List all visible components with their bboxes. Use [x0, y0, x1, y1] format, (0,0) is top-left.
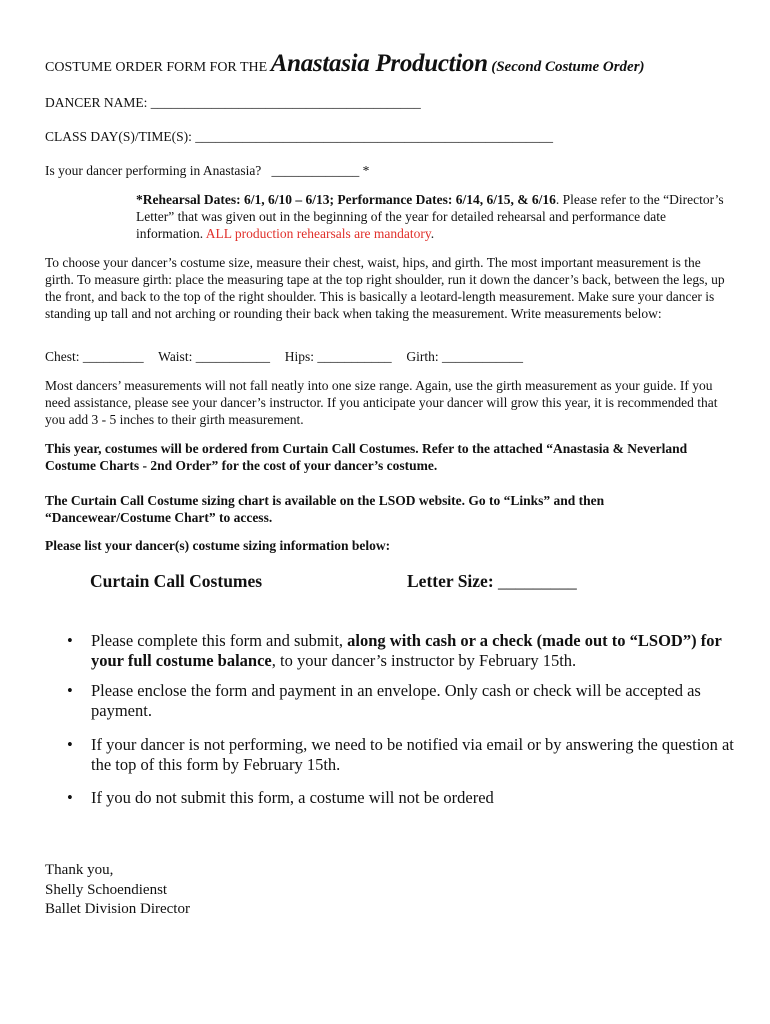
bullet-1-pre: Please complete this form and submit,: [91, 631, 348, 650]
performing-question: Is your dancer performing in Anastasia?: [45, 163, 262, 178]
rehearsal-dates-text: . Please refer to the “Director’s Letter” that was given out in the beginning of the year for detailed rehearsal and performance date information.: [136, 192, 724, 241]
vendor-name: Curtain Call Costumes: [90, 571, 263, 591]
mandatory-note: ALL production rehearsals are mandatory: [205, 226, 431, 241]
bullet-marker: •: [67, 735, 73, 754]
rehearsal-end: .: [430, 226, 435, 241]
bullet-marker: •: [67, 631, 73, 650]
rehearsal-dates-bold: *Rehearsal Dates: 6/1, 6/10 – 6/13; Performance Dates: 6/14, 6/15, & 6/16: [136, 192, 556, 207]
class-day-row: [45, 128, 553, 145]
list-prompt: Please list your dancer(s) costume sizing information below:: [45, 538, 391, 553]
costumes-note: This year, costumes will be ordered from Curtain Call Costumes. Refer to the attached “Anastasia & Neverland Costume Charts - 2nd Order” for the cost of your dancer’s costume.: [45, 441, 688, 473]
performing-field[interactable]: _____________: [271, 163, 360, 178]
form-title: [45, 50, 645, 78]
bullet-1-post: , to your dancer’s instructor by February 15th.: [271, 651, 577, 670]
bullet-marker: •: [67, 681, 73, 700]
measurements-row: [45, 348, 523, 365]
performing-row: [45, 162, 369, 179]
instructions-list: [45, 631, 735, 808]
letter-size-label: Letter Size:: [407, 571, 494, 591]
list-item: [45, 788, 735, 808]
dancer-name-row: [45, 94, 421, 111]
order-note: (Second Costume Order): [491, 59, 645, 75]
dancer-name-field[interactable]: ________________________________________: [150, 95, 421, 110]
measurement-instructions: To choose your dancer’s costume size, measure their chest, waist, hips, and girth. The most important measurement is the girth. To measure girth: place the measuring tape at the top right shoulder, run it down the dancer’s back, between the legs, up the front, and back to the top of the right shoulder. This is basically a leotard-length measurement. Make sure your dancer is standing up tall and not arching or rounding their back when taking the measurement. Write measurements below:: [45, 255, 725, 321]
hips-field[interactable]: Hips: ___________: [284, 349, 392, 364]
bullet-3: If your dancer is not performing, we need to be notified via email or by answering the question at the top of this form by February 15th.: [91, 735, 734, 774]
waist-field[interactable]: Waist: ___________: [158, 349, 270, 364]
letter-size-field[interactable]: _________: [498, 571, 577, 591]
list-item: [45, 735, 735, 775]
bullet-marker: •: [67, 788, 73, 807]
production-name: Anastasia Production: [270, 50, 488, 77]
chest-field[interactable]: Chest: _________: [45, 349, 144, 364]
size-note: Most dancers’ measurements will not fall neatly into one size range. Again, use the girth measurement as your guide. If you need assistance, please see your dancer’s instructor. If you anticipate your dancer will grow this year, it is recommended that you add 3 - 5 inches to their girth measurement.: [45, 378, 718, 427]
title-prefix: COSTUME ORDER FORM FOR THE: [45, 60, 268, 75]
thanks-line: Thank you,: [45, 862, 114, 878]
girth-field[interactable]: Girth: ____________: [406, 349, 523, 364]
signature-block: [45, 861, 190, 920]
performing-asterisk: *: [362, 163, 370, 178]
sizing-chart-note: The Curtain Call Costume sizing chart is available on the LSOD website. Go to “Links” and then “Dancewear/Costume Chart” to access.: [45, 493, 605, 525]
signer-role: Ballet Division Director: [45, 901, 190, 917]
bullet-2: Please enclose the form and payment in an envelope. Only cash or check will be accepted as payment.: [91, 681, 701, 720]
list-item: [45, 681, 735, 721]
class-day-field[interactable]: _____________________________________________________: [195, 129, 554, 144]
signer-name: Shelly Schoendienst: [45, 881, 168, 898]
bullet-1-bold: along with cash or a check (made out to “LSOD”) for your full costume balance: [91, 631, 722, 670]
class-day-label: CLASS DAY(S)/TIME(S):: [45, 129, 192, 144]
dancer-name-label: DANCER NAME:: [45, 95, 148, 110]
rehearsal-dates: [136, 191, 726, 242]
letter-size-row: [407, 571, 577, 592]
list-item: [45, 631, 735, 671]
bullet-4: If you do not submit this form, a costume will not be ordered: [91, 788, 494, 807]
